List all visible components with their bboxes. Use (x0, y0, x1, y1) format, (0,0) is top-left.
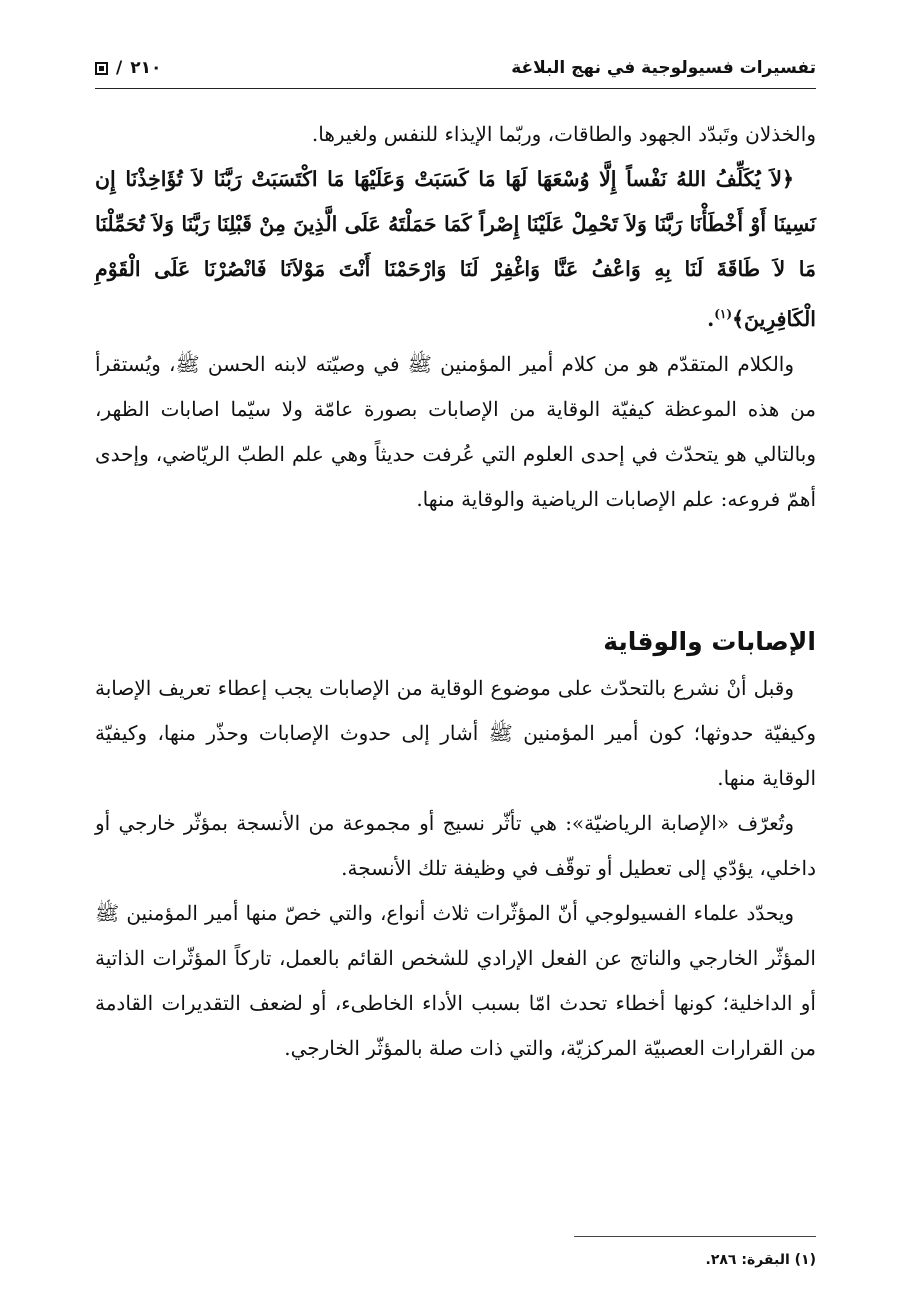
separator: / (116, 58, 123, 78)
folio (95, 58, 161, 78)
paragraph: والخذلان وتَبدّد الجهود والطاقات، وربّما الإيذاء للنفس ولغيرها. (311, 122, 816, 146)
footnote-reference-end: . (707, 306, 715, 331)
paragraph: ويحدّد علماء الفسيولوجي أنّ المؤثّرات ثلاث أنواع، والتي خصّ منها أمير المؤمنين ﷺ المؤثّر الخارجي والناتج عن الفعل الإرادي للشخص القائم بالعمل، تاركاً المؤثّرات الذاتية أو الداخلية؛ كونها أخطاء تحدث امّا بسبب الأداء الخاطىء، أو لضعف التقديرات القادمة من القرارات العصبيّة المركزيّة، والتي ذات صلة بالمؤثّر الخارجي. (95, 901, 816, 1060)
quran-verse (95, 157, 816, 342)
paragraph: والكلام المتقدّم هو من كلام أمير المؤمنين ﷺ في وصيّته لابنه الحسن ﷺ، ويُستقرأ من هذه الموعظة كيفيّة الوقاية من الإصابات بصورة عامّة ولا سيّما اصابات الظهر، وبالتالي هو يتحدّث في إحدى العلوم التي عُرفت حديثاً وهي علم الطبّ الريّاضي، وإحدى أهمّ فروعه: علم الإصابات الرياضية والوقاية منها. (95, 351, 816, 511)
footnote-reference: (١) (714, 307, 733, 321)
section-text (95, 666, 816, 1071)
main-text (95, 112, 816, 522)
quran-verse-text: ﴿لاَ يُكَلِّفُ اللهُ نَفْساً إِلَّا وُسْعَهَا لَهَا مَا كَسَبَتْ وَعَلَيْهَا مَا اكْتَسَبَتْ رَبَّنَا لاَ تُؤَاخِذْنَا إِن نَسِينَا أَوْ أَخْطَأْنَا رَبَّنَا وَلاَ تَحْمِلْ عَلَيْنَا إِصْراً كَمَا حَمَلْتَهُ عَلَى الَّذِينَ مِنْ قَبْلِنَا رَبَّنَا وَلاَ تُحَمِّلْنَا مَا لاَ طَاقَةَ لَنَا بِهِ وَاعْفُ عَنَّا وَاغْفِرْ لَنَا وَارْحَمْنَا أَنْتَ مَوْلاَنَا فَانْصُرْنَا عَلَى الْقَوْمِ الْكَافِرِينَ﴾ (95, 167, 816, 331)
paragraph: وقبل أنْ نشرع بالتحدّث على موضوع الوقاية من الإصابات يجب إعطاء تعريف الإصابة وكيفيّة حدوثها؛ كون أمير المؤمنين ﷺ أشار إلى حدوث الإصابات وحذّر منها، وكيفيّة الوقاية منها. (95, 676, 816, 790)
square-icon (95, 62, 108, 75)
page-number: ٢١٠ (130, 58, 162, 78)
running-title: تفسيرات فسيولوجية في نهج البلاغة (511, 58, 816, 78)
footnote-divider (574, 1236, 816, 1237)
footnote: (١) البقرة: ٢٨٦. (705, 1252, 816, 1268)
page-header (95, 48, 816, 89)
paragraph: وتُعرّف «الإصابة الرياضيّة»: هي تأثّر نسيج أو مجموعة من الأنسجة بمؤثّر خارجي أو داخلي، يؤدّي إلى تعطيل أو توقّف في وظيفة تلك الأنسجة. (95, 811, 816, 880)
section-heading: الإصابات والوقاية (603, 627, 816, 656)
